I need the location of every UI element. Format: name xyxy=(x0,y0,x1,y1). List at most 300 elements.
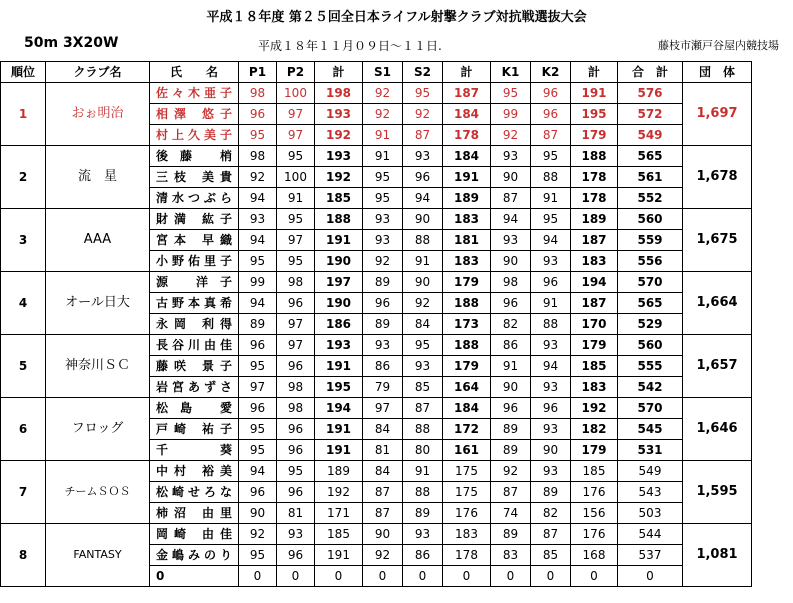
score-cell-k1: 74 xyxy=(491,503,531,524)
column-header: S1 xyxy=(363,62,403,83)
score-cell-p2: 96 xyxy=(277,440,315,461)
score-cell-k1: 96 xyxy=(491,398,531,419)
score-cell-s: 184 xyxy=(443,398,491,419)
shooter-name-cell: 清水つぶら xyxy=(150,188,239,209)
score-cell-s2: 92 xyxy=(403,104,443,125)
rank-cell: 1 xyxy=(1,83,46,146)
rank-cell: 3 xyxy=(1,209,46,272)
event-label: 50m 3X20W xyxy=(24,35,119,51)
column-header: クラブ名 xyxy=(46,62,150,83)
score-cell-k2: 89 xyxy=(531,482,571,503)
column-header: 計 xyxy=(571,62,618,83)
rank-cell: 7 xyxy=(1,461,46,524)
score-cell-p2: 95 xyxy=(277,251,315,272)
score-cell-p1: 96 xyxy=(239,482,277,503)
score-cell-p2: 0 xyxy=(277,566,315,587)
shooter-name-cell: 永岡 利得 xyxy=(150,314,239,335)
score-cell-k: 195 xyxy=(571,104,618,125)
score-cell-s1: 93 xyxy=(363,335,403,356)
rank-cell: 5 xyxy=(1,335,46,398)
score-cell-p: 198 xyxy=(315,83,363,104)
score-cell-k: 183 xyxy=(571,377,618,398)
score-cell-s2: 95 xyxy=(403,83,443,104)
score-cell-p2: 93 xyxy=(277,524,315,545)
club-name-cell: FANTASY xyxy=(46,524,150,587)
score-cell-p1: 89 xyxy=(239,314,277,335)
score-cell-s: 187 xyxy=(443,83,491,104)
score-cell-k: 179 xyxy=(571,440,618,461)
score-cell-k1: 83 xyxy=(491,545,531,566)
score-cell-s: 183 xyxy=(443,524,491,545)
score-cell-s: 183 xyxy=(443,251,491,272)
column-header: K1 xyxy=(491,62,531,83)
score-cell-k1: 90 xyxy=(491,251,531,272)
score-cell-p1: 94 xyxy=(239,188,277,209)
score-cell-s: 188 xyxy=(443,293,491,314)
score-cell-k2: 0 xyxy=(531,566,571,587)
score-cell-s: 189 xyxy=(443,188,491,209)
score-cell-s1: 92 xyxy=(363,251,403,272)
score-cell-p1: 96 xyxy=(239,104,277,125)
score-cell-s2: 87 xyxy=(403,398,443,419)
score-cell-sum: 570 xyxy=(618,398,683,419)
column-header: S2 xyxy=(403,62,443,83)
rank-cell: 2 xyxy=(1,146,46,209)
score-cell-k2: 95 xyxy=(531,146,571,167)
rank-cell: 6 xyxy=(1,398,46,461)
score-cell-p2: 96 xyxy=(277,356,315,377)
score-cell-p1: 94 xyxy=(239,461,277,482)
score-cell-sum: 549 xyxy=(618,461,683,482)
shooter-name-cell: 相澤 悠子 xyxy=(150,104,239,125)
score-cell-s1: 89 xyxy=(363,314,403,335)
score-cell-k: 179 xyxy=(571,335,618,356)
team-total-cell: 1,657 xyxy=(683,335,752,398)
score-cell-s: 179 xyxy=(443,356,491,377)
score-cell-p1: 95 xyxy=(239,419,277,440)
score-cell-p1: 95 xyxy=(239,545,277,566)
score-cell-s2: 80 xyxy=(403,440,443,461)
score-cell-s2: 0 xyxy=(403,566,443,587)
score-cell-p: 185 xyxy=(315,188,363,209)
score-cell-p: 191 xyxy=(315,356,363,377)
score-cell-s: 164 xyxy=(443,377,491,398)
score-cell-s2: 86 xyxy=(403,545,443,566)
score-cell-s2: 93 xyxy=(403,524,443,545)
score-cell-p: 190 xyxy=(315,293,363,314)
score-cell-k2: 96 xyxy=(531,272,571,293)
club-name-cell: おぉ明治 xyxy=(46,83,150,146)
score-cell-p2: 98 xyxy=(277,272,315,293)
score-cell-k: 176 xyxy=(571,482,618,503)
table-row xyxy=(1,209,752,230)
team-total-cell: 1,646 xyxy=(683,398,752,461)
shooter-name-cell: 松島 愛 xyxy=(150,398,239,419)
score-cell-k1: 91 xyxy=(491,356,531,377)
shooter-name-cell: 藤咲 景子 xyxy=(150,356,239,377)
team-total-cell: 1,697 xyxy=(683,83,752,146)
score-cell-p1: 98 xyxy=(239,146,277,167)
shooter-name-cell: 古野本真希 xyxy=(150,293,239,314)
score-cell-sum: 0 xyxy=(618,566,683,587)
score-cell-k2: 95 xyxy=(531,209,571,230)
column-header: 順位 xyxy=(1,62,46,83)
score-cell-p: 192 xyxy=(315,167,363,188)
score-cell-s: 178 xyxy=(443,125,491,146)
score-cell-p: 193 xyxy=(315,335,363,356)
score-cell-p1: 96 xyxy=(239,398,277,419)
score-cell-k1: 90 xyxy=(491,167,531,188)
score-cell-sum: 560 xyxy=(618,209,683,230)
score-cell-k2: 93 xyxy=(531,461,571,482)
score-cell-p: 185 xyxy=(315,524,363,545)
column-header: 氏 名 xyxy=(150,62,239,83)
score-cell-s1: 81 xyxy=(363,440,403,461)
shooter-name-cell: 0 xyxy=(150,566,239,587)
score-cell-s: 178 xyxy=(443,545,491,566)
column-header: K2 xyxy=(531,62,571,83)
column-header: 計 xyxy=(315,62,363,83)
score-cell-s1: 96 xyxy=(363,293,403,314)
score-cell-k: 176 xyxy=(571,524,618,545)
score-cell-p2: 98 xyxy=(277,398,315,419)
score-cell-sum: 560 xyxy=(618,335,683,356)
score-cell-sum: 542 xyxy=(618,377,683,398)
score-cell-p: 191 xyxy=(315,419,363,440)
score-cell-s1: 92 xyxy=(363,104,403,125)
score-cell-p1: 96 xyxy=(239,335,277,356)
header-row xyxy=(1,62,752,83)
team-total-cell: 1,595 xyxy=(683,461,752,524)
score-cell-s1: 97 xyxy=(363,398,403,419)
club-name-cell: フロッグ xyxy=(46,398,150,461)
score-cell-s1: 93 xyxy=(363,230,403,251)
score-cell-p: 171 xyxy=(315,503,363,524)
score-cell-p2: 91 xyxy=(277,188,315,209)
score-cell-p: 194 xyxy=(315,398,363,419)
score-cell-k: 189 xyxy=(571,209,618,230)
score-cell-s1: 84 xyxy=(363,461,403,482)
score-cell-k2: 94 xyxy=(531,356,571,377)
shooter-name-cell: 柿沼 由里 xyxy=(150,503,239,524)
score-cell-s2: 91 xyxy=(403,461,443,482)
score-cell-p1: 90 xyxy=(239,503,277,524)
score-cell-s2: 85 xyxy=(403,377,443,398)
score-cell-k2: 82 xyxy=(531,503,571,524)
score-cell-s2: 91 xyxy=(403,251,443,272)
score-cell-sum: 555 xyxy=(618,356,683,377)
score-cell-k1: 92 xyxy=(491,461,531,482)
score-cell-s2: 88 xyxy=(403,419,443,440)
score-cell-s1: 87 xyxy=(363,503,403,524)
score-cell-p2: 95 xyxy=(277,209,315,230)
score-cell-k: 188 xyxy=(571,146,618,167)
score-cell-p1: 94 xyxy=(239,230,277,251)
score-cell-s2: 88 xyxy=(403,482,443,503)
score-cell-k2: 91 xyxy=(531,188,571,209)
score-cell-sum: 556 xyxy=(618,251,683,272)
table-row xyxy=(1,83,752,104)
score-cell-sum: 565 xyxy=(618,146,683,167)
score-cell-p: 191 xyxy=(315,545,363,566)
score-cell-k1: 99 xyxy=(491,104,531,125)
score-cell-p: 191 xyxy=(315,440,363,461)
score-cell-s2: 93 xyxy=(403,356,443,377)
score-cell-k1: 87 xyxy=(491,188,531,209)
score-cell-sum: 561 xyxy=(618,167,683,188)
date-range: 平成１８年１１月０９日～１１日. xyxy=(258,39,442,53)
score-cell-p2: 96 xyxy=(277,293,315,314)
score-cell-k1: 93 xyxy=(491,230,531,251)
shooter-name-cell: 財満 紘子 xyxy=(150,209,239,230)
score-cell-sum: 552 xyxy=(618,188,683,209)
score-cell-p1: 0 xyxy=(239,566,277,587)
shooter-name-cell: 後藤 梢 xyxy=(150,146,239,167)
score-cell-p1: 94 xyxy=(239,293,277,314)
score-cell-p2: 96 xyxy=(277,545,315,566)
score-cell-p1: 95 xyxy=(239,440,277,461)
score-cell-p1: 99 xyxy=(239,272,277,293)
score-cell-sum: 559 xyxy=(618,230,683,251)
score-cell-s2: 90 xyxy=(403,209,443,230)
score-cell-k2: 96 xyxy=(531,398,571,419)
score-cell-s1: 95 xyxy=(363,188,403,209)
score-cell-s1: 95 xyxy=(363,167,403,188)
score-cell-sum: 543 xyxy=(618,482,683,503)
table-row xyxy=(1,398,752,419)
score-cell-s: 191 xyxy=(443,167,491,188)
team-total-cell: 1,664 xyxy=(683,272,752,335)
column-header: 合 計 xyxy=(618,62,683,83)
score-cell-s: 184 xyxy=(443,104,491,125)
score-cell-s2: 93 xyxy=(403,146,443,167)
score-cell-k2: 88 xyxy=(531,314,571,335)
score-cell-s2: 92 xyxy=(403,293,443,314)
score-cell-s: 0 xyxy=(443,566,491,587)
score-cell-p1: 95 xyxy=(239,251,277,272)
score-cell-k2: 96 xyxy=(531,83,571,104)
score-cell-p1: 92 xyxy=(239,524,277,545)
score-cell-sum: 572 xyxy=(618,104,683,125)
score-cell-p2: 97 xyxy=(277,230,315,251)
score-cell-p2: 81 xyxy=(277,503,315,524)
score-cell-p1: 93 xyxy=(239,209,277,230)
score-cell-k: 187 xyxy=(571,293,618,314)
team-total-cell: 1,081 xyxy=(683,524,752,587)
club-name-cell: AAA xyxy=(46,209,150,272)
score-cell-k2: 93 xyxy=(531,335,571,356)
shooter-name-cell: 松崎せろな xyxy=(150,482,239,503)
score-cell-s1: 84 xyxy=(363,419,403,440)
score-cell-p: 192 xyxy=(315,125,363,146)
score-cell-k: 185 xyxy=(571,356,618,377)
score-cell-s1: 93 xyxy=(363,209,403,230)
score-cell-p: 195 xyxy=(315,377,363,398)
score-cell-p2: 97 xyxy=(277,104,315,125)
score-cell-p: 188 xyxy=(315,209,363,230)
score-cell-k1: 95 xyxy=(491,83,531,104)
score-cell-p2: 97 xyxy=(277,125,315,146)
club-name-cell: 神奈川ＳＣ xyxy=(46,335,150,398)
rank-cell: 8 xyxy=(1,524,46,587)
score-cell-s2: 89 xyxy=(403,503,443,524)
score-cell-p: 189 xyxy=(315,461,363,482)
score-cell-s: 183 xyxy=(443,209,491,230)
score-cell-s: 181 xyxy=(443,230,491,251)
score-cell-k2: 91 xyxy=(531,293,571,314)
score-cell-s: 179 xyxy=(443,272,491,293)
score-cell-k1: 82 xyxy=(491,314,531,335)
score-cell-k1: 89 xyxy=(491,440,531,461)
shooter-name-cell: 岩宮あずさ xyxy=(150,377,239,398)
score-cell-s: 175 xyxy=(443,461,491,482)
column-header: 計 xyxy=(443,62,491,83)
score-cell-sum: 565 xyxy=(618,293,683,314)
shooter-name-cell: 戸崎 祐子 xyxy=(150,419,239,440)
score-cell-sum: 531 xyxy=(618,440,683,461)
score-cell-p2: 95 xyxy=(277,146,315,167)
club-name-cell: 流 星 xyxy=(46,146,150,209)
shooter-name-cell: 源 洋子 xyxy=(150,272,239,293)
score-cell-s2: 90 xyxy=(403,272,443,293)
score-cell-s1: 87 xyxy=(363,482,403,503)
table-row xyxy=(1,146,752,167)
score-cell-sum: 576 xyxy=(618,83,683,104)
score-cell-sum: 549 xyxy=(618,125,683,146)
score-cell-k: 187 xyxy=(571,230,618,251)
score-cell-p2: 97 xyxy=(277,314,315,335)
score-cell-k: 168 xyxy=(571,545,618,566)
score-cell-s2: 87 xyxy=(403,125,443,146)
score-cell-sum: 544 xyxy=(618,524,683,545)
score-cell-s1: 92 xyxy=(363,545,403,566)
score-cell-k1: 89 xyxy=(491,524,531,545)
score-cell-p: 186 xyxy=(315,314,363,335)
table-row xyxy=(1,335,752,356)
score-cell-p2: 100 xyxy=(277,83,315,104)
score-cell-s2: 95 xyxy=(403,335,443,356)
score-cell-k2: 93 xyxy=(531,251,571,272)
score-cell-k: 194 xyxy=(571,272,618,293)
score-cell-s1: 92 xyxy=(363,83,403,104)
score-cell-s2: 94 xyxy=(403,188,443,209)
score-cell-k2: 88 xyxy=(531,167,571,188)
score-cell-s: 176 xyxy=(443,503,491,524)
column-header: 団 体 xyxy=(683,62,752,83)
score-cell-p1: 95 xyxy=(239,356,277,377)
shooter-name-cell: 長谷川由佳 xyxy=(150,335,239,356)
score-cell-p: 192 xyxy=(315,482,363,503)
score-cell-k2: 93 xyxy=(531,419,571,440)
score-cell-k: 0 xyxy=(571,566,618,587)
score-cell-s: 188 xyxy=(443,335,491,356)
score-cell-k1: 96 xyxy=(491,293,531,314)
shooter-name-cell: 宮本 早織 xyxy=(150,230,239,251)
score-cell-k2: 96 xyxy=(531,104,571,125)
shooter-name-cell: 小野佑里子 xyxy=(150,251,239,272)
column-header: P2 xyxy=(277,62,315,83)
score-cell-sum: 545 xyxy=(618,419,683,440)
score-cell-p: 197 xyxy=(315,272,363,293)
score-cell-s1: 89 xyxy=(363,272,403,293)
score-cell-k2: 90 xyxy=(531,440,571,461)
score-cell-p: 191 xyxy=(315,230,363,251)
table-row xyxy=(1,272,752,293)
score-cell-s2: 88 xyxy=(403,230,443,251)
table-row xyxy=(1,524,752,545)
score-cell-p1: 95 xyxy=(239,125,277,146)
score-cell-p: 0 xyxy=(315,566,363,587)
score-cell-s: 173 xyxy=(443,314,491,335)
score-cell-k1: 93 xyxy=(491,146,531,167)
score-cell-k1: 98 xyxy=(491,272,531,293)
score-cell-s: 175 xyxy=(443,482,491,503)
score-cell-k: 178 xyxy=(571,167,618,188)
results-table xyxy=(0,61,752,587)
score-cell-k2: 94 xyxy=(531,230,571,251)
score-cell-s1: 0 xyxy=(363,566,403,587)
club-name-cell: オール日大 xyxy=(46,272,150,335)
score-cell-p2: 98 xyxy=(277,377,315,398)
score-cell-k1: 94 xyxy=(491,209,531,230)
score-cell-s1: 86 xyxy=(363,356,403,377)
score-cell-p: 193 xyxy=(315,146,363,167)
score-cell-p2: 97 xyxy=(277,335,315,356)
shooter-name-cell: 岡崎 由佳 xyxy=(150,524,239,545)
score-cell-p2: 95 xyxy=(277,461,315,482)
score-cell-k: 182 xyxy=(571,419,618,440)
score-cell-k2: 85 xyxy=(531,545,571,566)
shooter-name-cell: 千 葵 xyxy=(150,440,239,461)
score-cell-s1: 91 xyxy=(363,146,403,167)
shooter-name-cell: 中村 裕美 xyxy=(150,461,239,482)
score-cell-s1: 91 xyxy=(363,125,403,146)
score-cell-k: 185 xyxy=(571,461,618,482)
score-cell-p2: 96 xyxy=(277,482,315,503)
shooter-name-cell: 村上久美子 xyxy=(150,125,239,146)
score-cell-k: 183 xyxy=(571,251,618,272)
score-cell-p1: 97 xyxy=(239,377,277,398)
club-name-cell: チームＳＯＳ xyxy=(46,461,150,524)
score-cell-sum: 503 xyxy=(618,503,683,524)
score-cell-sum: 537 xyxy=(618,545,683,566)
score-cell-p: 190 xyxy=(315,251,363,272)
score-cell-k2: 87 xyxy=(531,524,571,545)
score-cell-s1: 90 xyxy=(363,524,403,545)
score-cell-s: 184 xyxy=(443,146,491,167)
score-cell-k: 178 xyxy=(571,188,618,209)
score-cell-k1: 0 xyxy=(491,566,531,587)
venue-label: 藤枝市瀬戸谷屋内競技場 xyxy=(658,39,779,52)
score-cell-sum: 529 xyxy=(618,314,683,335)
table-row xyxy=(1,461,752,482)
score-cell-k: 156 xyxy=(571,503,618,524)
shooter-name-cell: 佐々木亜子 xyxy=(150,83,239,104)
team-total-cell: 1,675 xyxy=(683,209,752,272)
column-header: P1 xyxy=(239,62,277,83)
score-cell-k1: 89 xyxy=(491,419,531,440)
score-cell-s2: 96 xyxy=(403,167,443,188)
score-cell-s: 161 xyxy=(443,440,491,461)
score-cell-k2: 87 xyxy=(531,125,571,146)
page-title: 平成１８年度 第２５回全日本ライフル射撃クラブ対抗戦選抜大会 xyxy=(206,10,587,25)
score-cell-k: 191 xyxy=(571,83,618,104)
score-cell-k1: 90 xyxy=(491,377,531,398)
score-cell-s2: 84 xyxy=(403,314,443,335)
score-cell-k: 192 xyxy=(571,398,618,419)
shooter-name-cell: 三枝 美貴 xyxy=(150,167,239,188)
team-total-cell: 1,678 xyxy=(683,146,752,209)
